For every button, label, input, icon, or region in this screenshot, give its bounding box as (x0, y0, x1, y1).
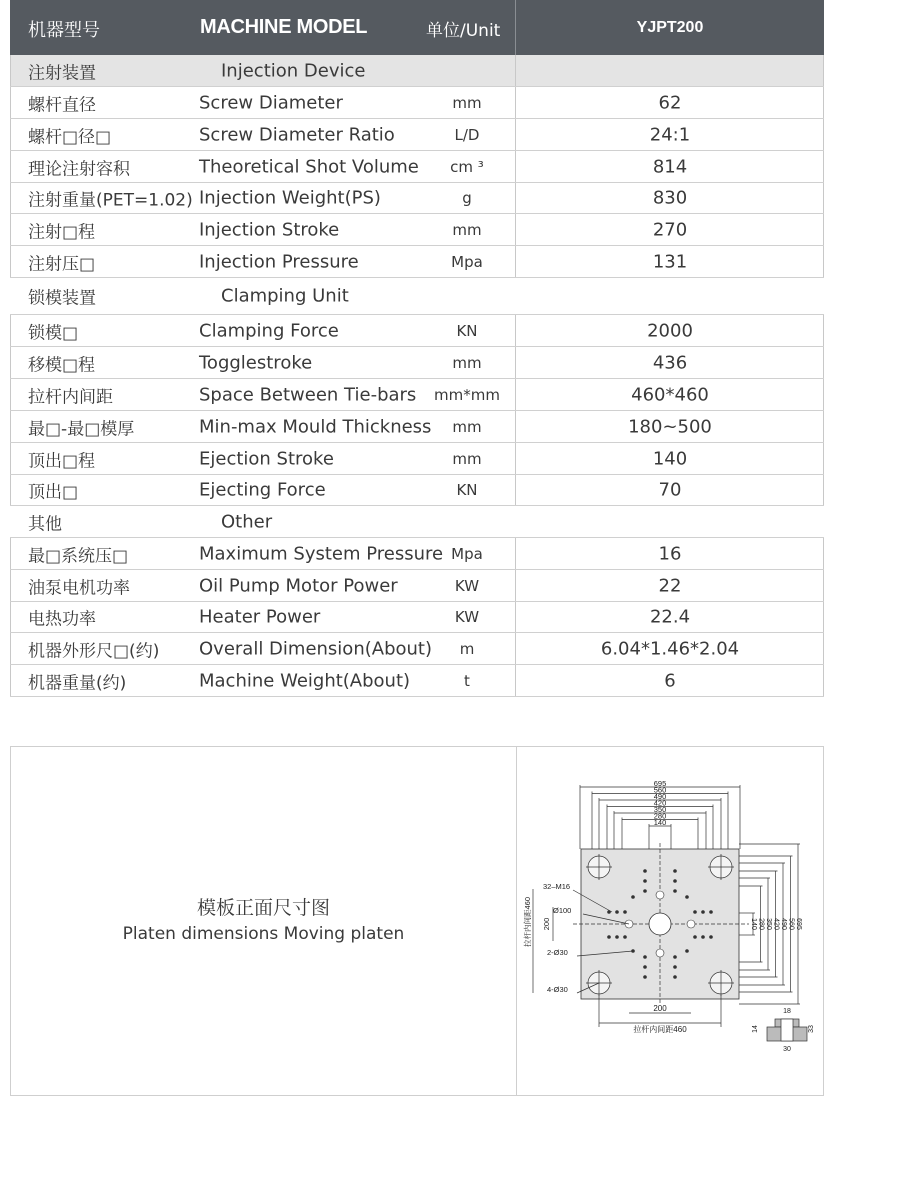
platen-title-en: Platen dimensions Moving platen (122, 924, 405, 944)
cell-border (10, 633, 11, 664)
bolt-hole (643, 879, 647, 883)
ejector-hole (687, 920, 695, 928)
dimension-label: 695 (653, 779, 667, 789)
param-label-en: Togglestroke (199, 352, 313, 373)
ejector-hole (656, 949, 664, 957)
param-label-zh: 注射重量(PET=1.02) (28, 190, 193, 211)
callout-label: Ø100 (553, 906, 572, 915)
param-label-zh: 顶出□程 (28, 451, 96, 471)
param-value: 2000 (647, 320, 693, 341)
param-value: 140 (652, 448, 688, 469)
param-label-zh: 顶出□ (28, 482, 79, 503)
table-row (10, 119, 824, 151)
bolt-hole (673, 965, 677, 969)
param-value: 16 (658, 543, 682, 564)
table-header (10, 0, 824, 55)
param-value: 6 (664, 670, 676, 691)
platen-title-zh: 模板正面尺寸图 (196, 897, 330, 919)
param-label-zh: 锁模□ (28, 323, 79, 343)
param-unit: mm (452, 220, 482, 239)
param-unit: Mpa (451, 252, 483, 271)
param-unit: KN (456, 481, 478, 499)
table-row (10, 214, 824, 246)
bolt-hole (685, 895, 689, 899)
bolt-hole (673, 955, 677, 959)
cell-border (10, 214, 11, 245)
param-label-en: Screw Diameter Ratio (199, 124, 395, 145)
param-label-zh: 最□系统压□ (28, 546, 129, 566)
param-label-zh: 拉杆内间距 (28, 387, 113, 407)
table-row (10, 411, 824, 443)
bolt-hole (615, 935, 619, 939)
cell-border (10, 119, 11, 150)
cell-border (10, 151, 11, 182)
cell-border (10, 55, 11, 86)
bolt-hole (701, 910, 705, 914)
param-label-zh: 电热功率 (28, 609, 96, 630)
param-value: 814 (652, 156, 688, 177)
bolt-hole (643, 869, 647, 873)
param-unit: mm*mm (434, 385, 500, 404)
slot-dimension-label: 14 (752, 1025, 759, 1033)
section-label-en: Other (221, 511, 273, 532)
dimension-label: 拉杆内间距460 (633, 1025, 687, 1034)
param-label-zh: 螺杆□径□ (28, 127, 112, 147)
dimension-label: 140 (750, 918, 757, 930)
section-label-en: Injection Device (221, 60, 366, 81)
table-row (10, 246, 824, 278)
bolt-hole (631, 895, 635, 899)
callout-label: 32–M16 (543, 882, 571, 891)
param-label-en: Injection Stroke (199, 219, 340, 240)
table-row (10, 665, 824, 697)
table-row (10, 633, 824, 665)
section-row (10, 278, 824, 315)
cell-border (10, 87, 11, 118)
param-label-en: Theoretical Shot Volume (199, 156, 419, 177)
section-label-en: Clamping Unit (221, 285, 349, 307)
param-unit: L/D (454, 125, 480, 144)
dimension-label: 420 (772, 918, 780, 930)
bolt-hole (693, 935, 697, 939)
param-unit: t (464, 671, 470, 690)
table-row (10, 475, 824, 506)
param-unit: mm (452, 93, 482, 112)
param-value: 131 (652, 251, 688, 272)
param-value: 62 (658, 92, 682, 113)
param-value: 6.04*1.46*2.04 (600, 638, 740, 659)
ejector-hole (656, 891, 664, 899)
param-unit: KN (456, 321, 478, 340)
bolt-hole (643, 955, 647, 959)
dimension-label: 560 (653, 785, 667, 795)
header-label-zh: 机器型号 (28, 20, 100, 41)
spec-table (10, 0, 824, 697)
param-label-en: Min-max Mould Thickness (199, 416, 432, 437)
dimension-label: 490 (653, 792, 667, 802)
slot-dimension-label: 33 (808, 1025, 815, 1033)
slot-dimension-label: 30 (783, 1046, 791, 1053)
param-unit: cm ³ (450, 157, 484, 176)
cell-border (10, 315, 11, 346)
param-unit: mm (452, 353, 482, 372)
param-value: 70 (658, 479, 682, 501)
param-value: 270 (652, 219, 688, 240)
table-row (10, 183, 824, 214)
table-row (10, 315, 824, 347)
section-label-zh: 注射装置 (28, 63, 96, 83)
param-label-en: Ejecting Force (199, 479, 326, 501)
table-row (10, 87, 824, 119)
param-value: 830 (652, 187, 688, 209)
dimension-label: 350 (765, 918, 772, 930)
bolt-hole (643, 965, 647, 969)
cell-border (515, 55, 516, 86)
param-unit: m (459, 639, 475, 658)
bolt-hole (615, 910, 619, 914)
table-row (10, 538, 824, 570)
cell-border (10, 570, 11, 601)
cell-border (10, 602, 11, 632)
param-label-zh: 注射压□ (28, 254, 96, 274)
dimension-label: 350 (653, 805, 667, 815)
cell-border (823, 55, 824, 86)
bolt-hole (643, 975, 647, 979)
bolt-hole (623, 910, 627, 914)
param-label-en: Machine Weight(About) (199, 670, 411, 691)
dimension-label: 拉杆内间距460 (523, 896, 532, 948)
param-unit: KW (454, 608, 480, 626)
bolt-hole (623, 935, 627, 939)
param-value: 22 (658, 575, 682, 596)
param-unit: mm (452, 449, 482, 468)
bolt-hole (607, 935, 611, 939)
dimension-label: 140 (653, 818, 667, 828)
param-label-zh: 注射□程 (28, 222, 96, 242)
param-value: 180~500 (628, 416, 712, 437)
param-label-en: Heater Power (199, 606, 321, 628)
center-hole (649, 913, 671, 935)
bolt-hole (701, 935, 705, 939)
cell-border (10, 411, 11, 442)
bolt-hole (693, 910, 697, 914)
cell-border (10, 183, 11, 213)
param-label-en: Ejection Stroke (199, 448, 334, 469)
cell-border (10, 443, 11, 474)
slot-dimension-label: 18 (783, 1008, 791, 1015)
param-label-en: Space Between Tie-bars (199, 384, 417, 405)
callout-label: 2-Ø30 (547, 948, 568, 957)
table-row (10, 151, 824, 183)
section-row (10, 55, 824, 87)
bolt-hole (673, 975, 677, 979)
header-label-en: MACHINE MODEL (200, 16, 368, 38)
param-value: 460*460 (631, 384, 709, 405)
cell-border (10, 475, 11, 505)
table-row (10, 443, 824, 475)
param-label-zh: 油泵电机功率 (28, 578, 130, 598)
param-label-zh: 机器外形尺□(约) (28, 641, 160, 661)
dimension-label: 490 (780, 918, 787, 930)
platen-panel (10, 746, 824, 1096)
bolt-hole (643, 889, 647, 893)
cell-border (10, 665, 11, 696)
param-label-en: Oil Pump Motor Power (199, 575, 398, 596)
param-label-zh: 螺杆直径 (28, 95, 96, 115)
bolt-hole (673, 869, 677, 873)
platen-drawing (517, 747, 823, 1095)
cell-border (10, 538, 11, 569)
header-model: YJPT200 (636, 19, 704, 36)
bolt-hole (709, 910, 713, 914)
param-label-zh: 最□-最□模厚 (28, 419, 135, 439)
bolt-hole (685, 949, 689, 953)
param-unit: KW (454, 576, 480, 595)
param-label-zh: 理论注射容积 (28, 159, 130, 179)
section-row (10, 506, 824, 538)
table-row (10, 379, 824, 411)
param-value: 24:1 (649, 124, 691, 145)
dimension-label: 420 (653, 798, 667, 808)
param-value: 436 (652, 352, 688, 373)
cell-border (10, 347, 11, 378)
section-label-zh: 其他 (28, 514, 62, 534)
param-label-en: Screw Diameter (199, 92, 343, 113)
table-row (10, 602, 824, 633)
table-row (10, 347, 824, 379)
dimension-label: 280 (653, 811, 667, 821)
header-unit: 单位/Unit (426, 21, 501, 41)
param-unit: g (462, 189, 472, 207)
dimension-label: 280 (757, 918, 765, 930)
param-unit: mm (452, 417, 482, 436)
bolt-hole (673, 879, 677, 883)
param-label-en: Injection Weight(PS) (199, 187, 381, 209)
dimension-label: 200 (542, 917, 551, 931)
spec-rows (10, 55, 824, 697)
table-row (10, 570, 824, 602)
param-value: 22.4 (649, 606, 691, 628)
bolt-hole (709, 935, 713, 939)
callout-label: 4-Ø30 (547, 985, 568, 994)
cell-border (10, 246, 11, 277)
dimension-label: 200 (653, 1004, 667, 1013)
bolt-hole (673, 889, 677, 893)
param-label-zh: 移模□程 (28, 355, 96, 375)
param-label-zh: 机器重量(约) (28, 673, 127, 693)
cell-border (10, 379, 11, 410)
section-label-zh: 锁模装置 (28, 288, 96, 309)
param-label-en: Injection Pressure (199, 251, 359, 272)
t-slot-gap (781, 1019, 793, 1041)
param-label-en: Maximum System Pressure (199, 543, 444, 564)
param-label-en: Overall Dimension(About) (199, 638, 432, 659)
param-unit: Mpa (451, 544, 483, 563)
dimension-label: 560 (787, 918, 795, 930)
dimension-label: 695 (795, 918, 802, 930)
param-label-en: Clamping Force (199, 320, 339, 341)
